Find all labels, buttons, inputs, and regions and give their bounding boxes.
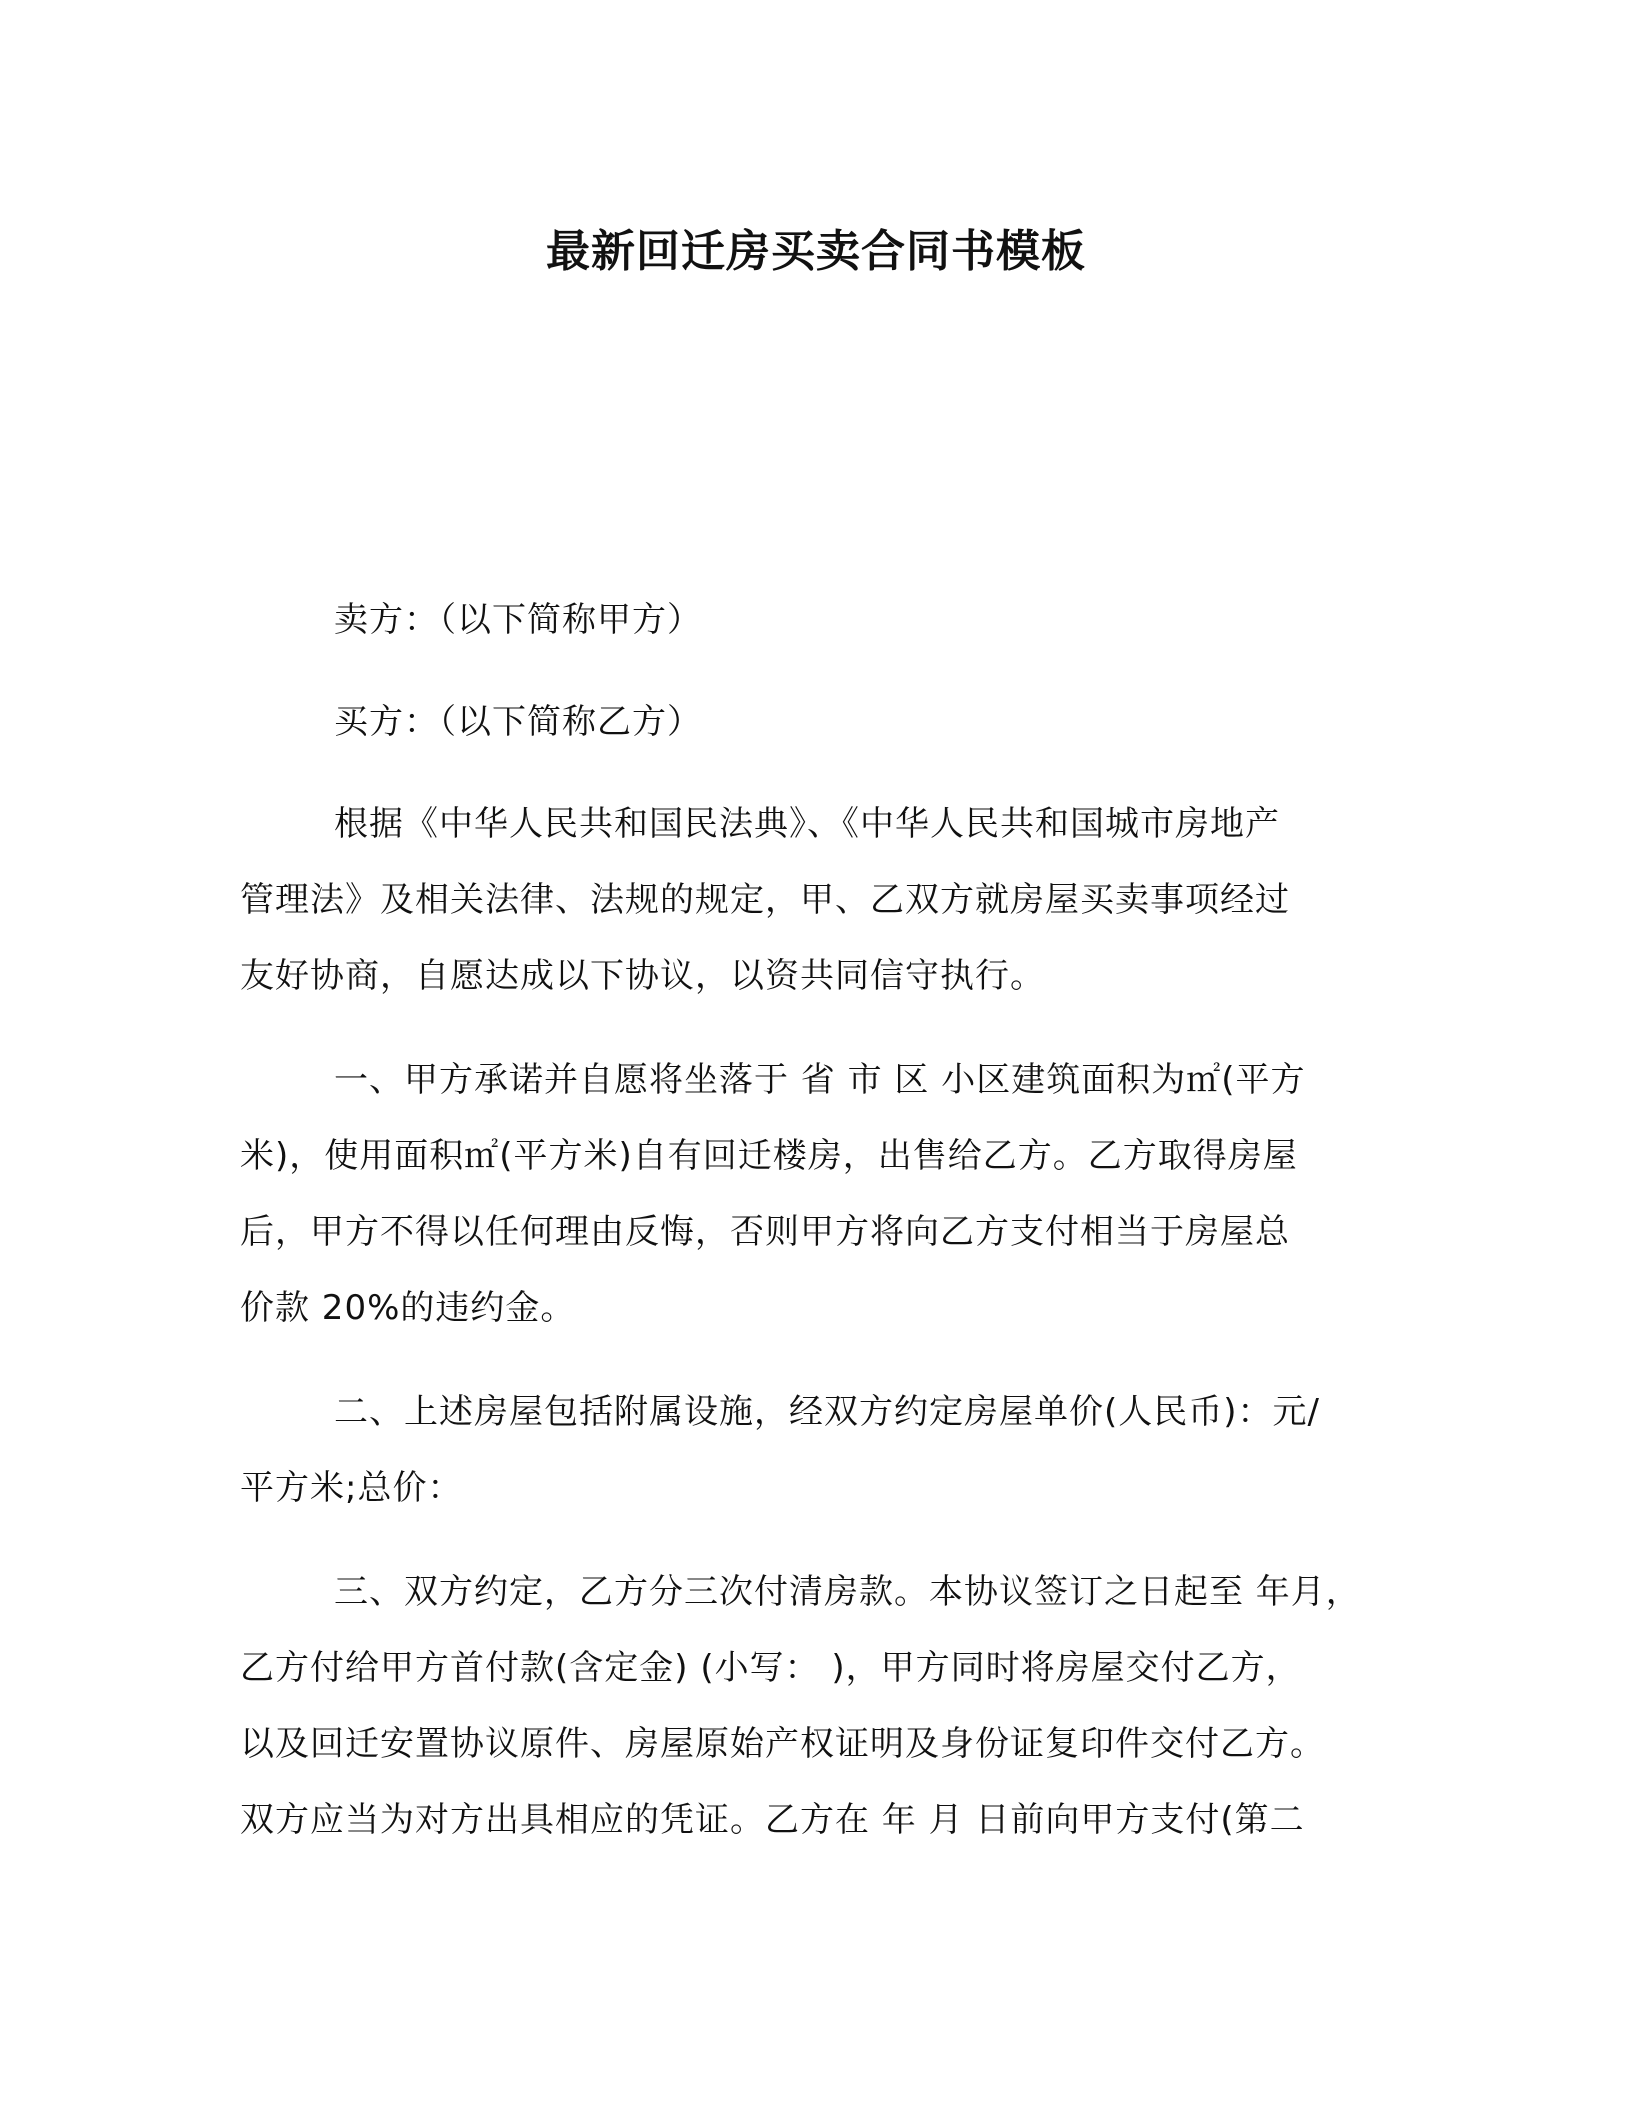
clause-3-line: 三、双方约定，乙方分三次付清房款。本协议签订之日起至 年月， [334, 1572, 1361, 1612]
clause-2-line: 平方米;总价： [240, 1468, 463, 1508]
clause-1-line: 一、甲方承诺并自愿将坐落于 省 市 区 小区建筑面积为㎡(平方 [334, 1060, 1306, 1100]
seller-line: 卖方：（以下简称甲方） [334, 600, 702, 640]
clause-2-line: 二、上述房屋包括附属设施，经双方约定房屋单价(人民币)：元/ [334, 1392, 1320, 1432]
preamble-line: 管理法》及相关法律、法规的规定，甲、乙双方就房屋买卖事项经过 [240, 880, 1290, 920]
clause-1-line: 后，甲方不得以任何理由反悔，否则甲方将向乙方支付相当于房屋总 [240, 1212, 1290, 1252]
clause-1-line: 米)，使用面积㎡(平方米)自有回迁楼房，出售给乙方。乙方取得房屋 [240, 1136, 1298, 1176]
preamble-line: 根据《中华人民共和国民法典》、《中华人民共和国城市房地产 [334, 804, 1280, 844]
clause-3-line: 乙方付给甲方首付款(含定金) (小写： )，甲方同时将房屋交付乙方， [240, 1648, 1301, 1688]
document-title: 最新回迁房买卖合同书模板 [546, 226, 1086, 277]
clause-1-line: 价款 20%的违约金。 [240, 1288, 576, 1328]
clause-3-line: 双方应当为对方出具相应的凭证。乙方在 年 月 日前向甲方支付(第二 [240, 1800, 1305, 1840]
clause-3-line: 以及回迁安置协议原件、房屋原始产权证明及身份证复印件交付乙方。 [240, 1724, 1325, 1764]
buyer-line: 买方：（以下简称乙方） [334, 702, 702, 742]
preamble-line: 友好协商，自愿达成以下协议，以资共同信守执行。 [240, 956, 1045, 996]
